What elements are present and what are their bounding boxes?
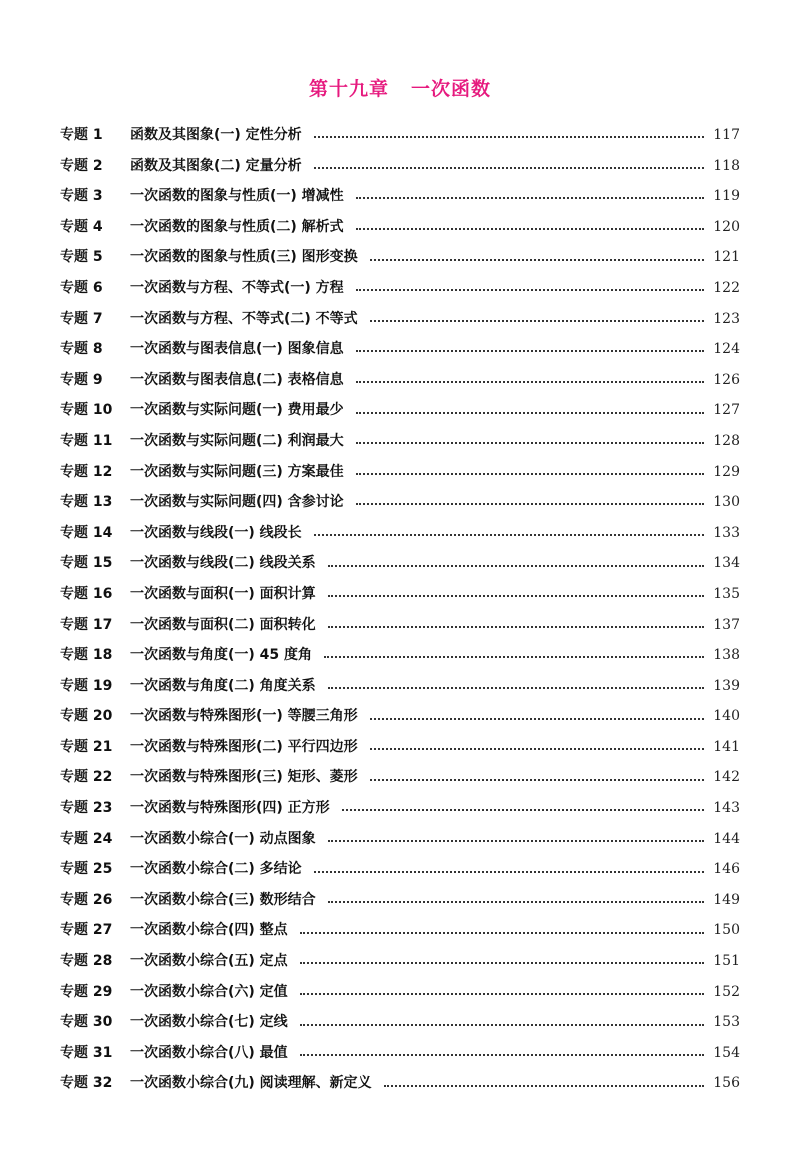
- toc-entry[interactable]: [60, 671, 740, 702]
- topic-title: 一次函数与图表信息(二) 表格信息: [130, 371, 344, 388]
- dot-leader: [328, 838, 704, 842]
- toc-entry[interactable]: [60, 610, 740, 641]
- page-number: 137: [713, 616, 740, 633]
- topic-label: 专题 31: [60, 1044, 113, 1061]
- toc-entry[interactable]: [60, 640, 740, 671]
- toc-entry[interactable]: [60, 1007, 740, 1038]
- toc-entry[interactable]: [60, 457, 740, 488]
- toc-entry[interactable]: [60, 273, 740, 304]
- topic-title: 一次函数与实际问题(四) 含参讨论: [130, 494, 344, 511]
- topic-label: 专题 3: [60, 188, 103, 205]
- page-number: 140: [713, 708, 740, 725]
- topic-title: 一次函数小综合(五) 定点: [130, 953, 288, 970]
- dot-leader: [356, 348, 704, 352]
- topic-label: 专题 25: [60, 861, 113, 878]
- topic-title: 一次函数的图象与性质(一) 增减性: [130, 188, 344, 205]
- topic-label: 专题 22: [60, 769, 113, 786]
- topic-label: 专题 32: [60, 1075, 113, 1092]
- topic-label: 专题 10: [60, 402, 113, 419]
- page-number: 124: [713, 341, 740, 358]
- page-number: 135: [713, 585, 740, 602]
- table-of-contents: [60, 120, 740, 1099]
- dot-leader: [328, 685, 704, 689]
- dot-leader: [370, 777, 704, 781]
- dot-leader: [370, 257, 704, 261]
- topic-label: 专题 13: [60, 494, 113, 511]
- dot-leader: [328, 563, 704, 567]
- dot-leader: [356, 501, 704, 505]
- topic-title: 一次函数与图表信息(一) 图象信息: [130, 341, 344, 358]
- topic-label: 专题 29: [60, 983, 113, 1000]
- topic-label: 专题 18: [60, 647, 113, 664]
- dot-leader: [300, 930, 704, 934]
- topic-label: 专题 30: [60, 1014, 113, 1031]
- topic-label: 专题 7: [60, 310, 103, 327]
- toc-entry[interactable]: [60, 762, 740, 793]
- topic-title: 一次函数与特殊图形(三) 矩形、菱形: [130, 769, 358, 786]
- topic-label: 专题 28: [60, 953, 113, 970]
- dot-leader: [356, 195, 704, 199]
- dot-leader: [300, 991, 704, 995]
- dot-leader: [342, 807, 704, 811]
- topic-label: 专题 21: [60, 738, 113, 755]
- page-number: 130: [713, 494, 740, 511]
- topic-label: 专题 11: [60, 432, 113, 449]
- toc-entry[interactable]: [60, 304, 740, 335]
- toc-entry[interactable]: [60, 395, 740, 426]
- page-number: 150: [713, 922, 740, 939]
- dot-leader: [300, 1052, 704, 1056]
- dot-leader: [328, 624, 704, 628]
- page-number: 149: [713, 891, 740, 908]
- topic-label: 专题 15: [60, 555, 113, 572]
- topic-label: 专题 17: [60, 616, 113, 633]
- dot-leader: [324, 654, 704, 658]
- topic-title: 一次函数的图象与性质(二) 解析式: [130, 218, 344, 235]
- topic-label: 专题 16: [60, 585, 113, 602]
- topic-label: 专题 27: [60, 922, 113, 939]
- topic-title: 一次函数小综合(三) 数形结合: [130, 891, 316, 908]
- topic-title: 一次函数与面积(二) 面积转化: [130, 616, 316, 633]
- chapter-number: 第十九章: [308, 78, 389, 100]
- dot-leader: [384, 1083, 704, 1087]
- topic-title: 一次函数与方程、不等式(二) 不等式: [130, 310, 358, 327]
- topic-title: 一次函数与特殊图形(一) 等腰三角形: [130, 708, 358, 725]
- toc-entry[interactable]: [60, 181, 740, 212]
- page-number: 126: [713, 371, 740, 388]
- topic-title: 一次函数小综合(四) 整点: [130, 922, 288, 939]
- toc-entry[interactable]: [60, 518, 740, 549]
- dot-leader: [300, 960, 704, 964]
- toc-entry[interactable]: [60, 212, 740, 243]
- topic-label: 专题 9: [60, 371, 103, 388]
- dot-leader: [314, 532, 704, 536]
- toc-entry[interactable]: [60, 854, 740, 885]
- page-number: 122: [713, 279, 740, 296]
- page-number: 146: [713, 861, 740, 878]
- page-number: 144: [713, 830, 740, 847]
- toc-entry[interactable]: [60, 701, 740, 732]
- page-number: 138: [713, 647, 740, 664]
- page-number: 153: [713, 1014, 740, 1031]
- toc-entry[interactable]: [60, 915, 740, 946]
- toc-entry[interactable]: [60, 793, 740, 824]
- page-number: 117: [713, 127, 740, 143]
- topic-label: 专题 6: [60, 279, 103, 296]
- toc-entry[interactable]: [60, 548, 740, 579]
- page-number: 133: [713, 524, 740, 541]
- page-number: 151: [713, 953, 740, 970]
- page-number: 123: [713, 310, 740, 327]
- dot-leader: [314, 869, 704, 873]
- topic-title: 一次函数与特殊图形(二) 平行四边形: [130, 738, 358, 755]
- page-number: 143: [713, 800, 740, 817]
- toc-entry[interactable]: [60, 1038, 740, 1069]
- dot-leader: [370, 716, 704, 720]
- toc-entry[interactable]: [60, 824, 740, 855]
- topic-title: 一次函数小综合(八) 最值: [130, 1044, 288, 1061]
- page-number: 134: [713, 555, 740, 572]
- dot-leader: [356, 226, 704, 230]
- page-number: 139: [713, 677, 740, 694]
- topic-title: 函数及其图象(二) 定量分析: [130, 157, 302, 174]
- dot-leader: [314, 134, 704, 138]
- page-number: 127: [713, 402, 740, 419]
- page-number: 154: [713, 1044, 740, 1061]
- page-number: 142: [713, 769, 740, 786]
- dot-leader: [370, 318, 704, 322]
- toc-entry[interactable]: [60, 579, 740, 610]
- topic-title: 一次函数与面积(一) 面积计算: [130, 585, 316, 602]
- topic-label: 专题 4: [60, 218, 103, 235]
- topic-title: 一次函数与实际问题(三) 方案最佳: [130, 463, 344, 480]
- topic-title: 一次函数小综合(九) 阅读理解、新定义: [130, 1075, 372, 1092]
- topic-title: 一次函数与方程、不等式(一) 方程: [130, 279, 344, 296]
- topic-label: 专题 1: [60, 127, 103, 143]
- page-number: 129: [713, 463, 740, 480]
- topic-label: 专题 5: [60, 249, 103, 266]
- page-number: 120: [713, 218, 740, 235]
- topic-title: 一次函数与角度(一) 45 度角: [130, 647, 313, 664]
- topic-label: 专题 14: [60, 524, 113, 541]
- toc-entry[interactable]: [60, 946, 740, 977]
- topic-title: 一次函数与实际问题(一) 费用最少: [130, 402, 344, 419]
- topic-title: 一次函数与线段(二) 线段关系: [130, 555, 316, 572]
- topic-label: 专题 19: [60, 677, 113, 694]
- topic-label: 专题 12: [60, 463, 113, 480]
- topic-label: 专题 8: [60, 341, 103, 358]
- toc-entry[interactable]: [60, 365, 740, 396]
- topic-title: 函数及其图象(一) 定性分析: [130, 127, 302, 143]
- dot-leader: [370, 746, 704, 750]
- topic-title: 一次函数与线段(一) 线段长: [130, 524, 302, 541]
- toc-entry[interactable]: [60, 977, 740, 1008]
- topic-label: 专题 24: [60, 830, 113, 847]
- toc-entry[interactable]: [60, 334, 740, 365]
- chapter-name: 一次函数: [411, 78, 492, 100]
- dot-leader: [356, 440, 704, 444]
- page-number: 141: [713, 738, 740, 755]
- toc-entry[interactable]: [60, 242, 740, 273]
- dot-leader: [356, 410, 704, 414]
- page-number: 118: [713, 157, 740, 174]
- dot-leader: [356, 287, 704, 291]
- toc-entry[interactable]: [60, 120, 740, 151]
- dot-leader: [356, 471, 704, 475]
- topic-title: 一次函数与实际问题(二) 利润最大: [130, 432, 344, 449]
- topic-label: 专题 20: [60, 708, 113, 725]
- page-number: 156: [713, 1075, 740, 1092]
- toc-entry[interactable]: [60, 151, 740, 182]
- topic-title: 一次函数与角度(二) 角度关系: [130, 677, 316, 694]
- chapter-title: [0, 74, 800, 101]
- page-number: 128: [713, 432, 740, 449]
- toc-entry[interactable]: [60, 732, 740, 763]
- dot-leader: [300, 1022, 704, 1026]
- page-number: 119: [713, 188, 740, 205]
- topic-title: 一次函数小综合(二) 多结论: [130, 861, 302, 878]
- dot-leader: [356, 379, 704, 383]
- page-number: 152: [713, 983, 740, 1000]
- topic-title: 一次函数小综合(七) 定线: [130, 1014, 288, 1031]
- toc-entry[interactable]: [60, 885, 740, 916]
- topic-title: 一次函数小综合(六) 定值: [130, 983, 288, 1000]
- topic-label: 专题 26: [60, 891, 113, 908]
- topic-title: 一次函数与特殊图形(四) 正方形: [130, 800, 330, 817]
- dot-leader: [328, 593, 704, 597]
- topic-label: 专题 23: [60, 800, 113, 817]
- topic-title: 一次函数小综合(一) 动点图象: [130, 830, 316, 847]
- toc-entry[interactable]: [60, 1068, 740, 1099]
- dot-leader: [328, 899, 704, 903]
- topic-label: 专题 2: [60, 157, 103, 174]
- toc-entry[interactable]: [60, 487, 740, 518]
- topic-title: 一次函数的图象与性质(三) 图形变换: [130, 249, 358, 266]
- page-number: 121: [713, 249, 740, 266]
- dot-leader: [314, 165, 704, 169]
- toc-entry[interactable]: [60, 426, 740, 457]
